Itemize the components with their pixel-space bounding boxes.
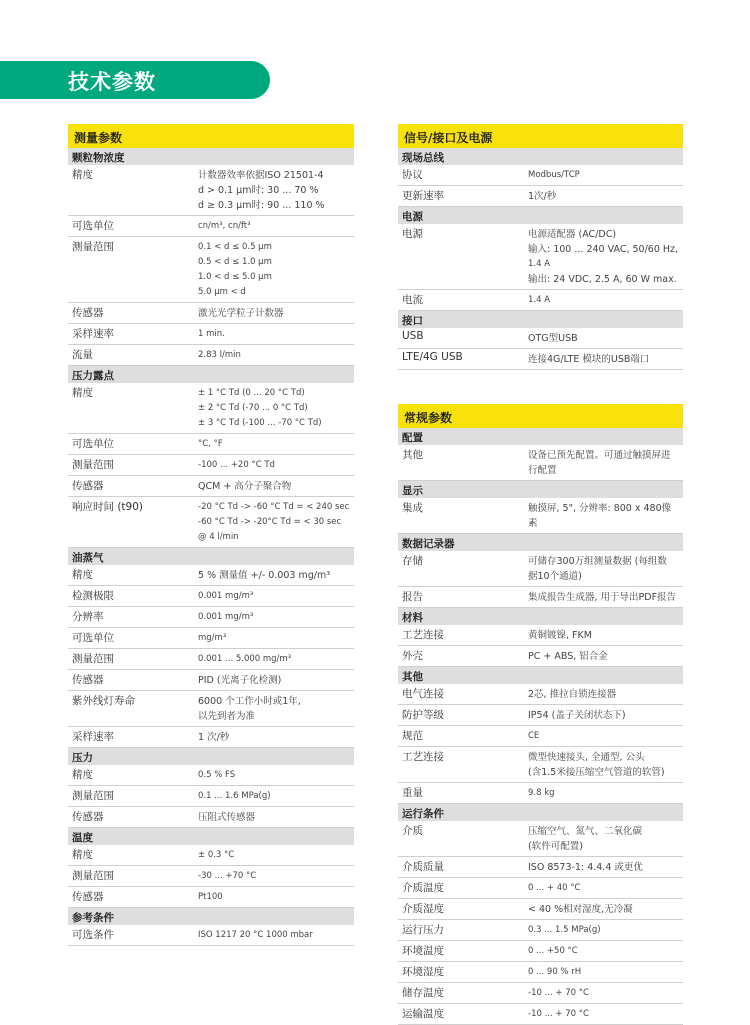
group-title: 材料 [398, 608, 683, 625]
spec-value [198, 765, 354, 785]
spec-row [68, 925, 354, 946]
spec-value [198, 607, 354, 627]
spec-value-line: 输出: 24 VDC, 2.5 A, 60 W max. [528, 274, 677, 285]
spec-value-line: 可储存300万组测量数据 (每组数 [528, 556, 667, 567]
group-title: 压力露点 [68, 366, 354, 383]
spec-value-line: 据10个通道) [528, 571, 582, 582]
spec-value [198, 303, 354, 323]
spec-label: 运输温度 [402, 1008, 444, 1020]
group-title: 其他 [398, 667, 683, 684]
spec-value [198, 866, 354, 886]
section-body-measurement [68, 148, 354, 946]
spec-value [528, 983, 683, 1003]
spec-row [398, 290, 683, 311]
spec-label: 测量范围 [72, 241, 114, 253]
spec-label: 精度 [72, 169, 93, 181]
spec-label: 流量 [72, 349, 93, 361]
spec-value [198, 925, 354, 945]
section-heading-measurement: 测量参数 [68, 124, 354, 148]
spec-label: 运行压力 [402, 924, 444, 936]
spec-label: 规范 [402, 730, 423, 742]
spec-row [68, 565, 354, 586]
spec-value-line: -20 °C Td -> -60 °C Td = < 240 sec [198, 502, 350, 512]
spec-row [68, 303, 354, 324]
group-title: 压力 [68, 748, 354, 765]
spec-value-line: 1 次/秒 [198, 732, 230, 743]
spec-value-line: PID (光离子化检测) [198, 675, 282, 686]
spec-value [528, 625, 683, 645]
spec-row [68, 628, 354, 649]
group-title: 温度 [68, 828, 354, 845]
spec-value [528, 587, 683, 607]
spec-row [398, 899, 683, 920]
spec-value [198, 216, 354, 236]
spec-row [398, 747, 683, 783]
spec-value [528, 783, 683, 803]
spec-label: LTE/4G USB [402, 351, 463, 363]
spec-label: 环境温度 [402, 945, 444, 957]
spec-value-line: ± 3 °C Td (-100 ... -70 °C Td) [198, 418, 322, 428]
spec-row [68, 455, 354, 476]
spec-label: 储存温度 [402, 987, 444, 999]
spec-label: 传感器 [72, 891, 104, 903]
spec-row [398, 920, 683, 941]
spec-value [528, 962, 683, 982]
section-heading-signal: 信号/接口及电源 [398, 124, 683, 148]
spec-row [398, 783, 683, 804]
spec-value-line: QCM + 高分子聚合物 [198, 481, 292, 492]
spec-row [68, 887, 354, 908]
spec-value-line: 集成报告生成器, 用于导出PDF报告 [528, 592, 677, 603]
spec-row [398, 224, 683, 290]
spec-label: 可选单位 [72, 632, 114, 644]
spec-value-line: 行配置 [528, 465, 557, 476]
spec-label: 精度 [72, 769, 93, 781]
spec-value [528, 328, 683, 348]
spec-row [398, 1004, 683, 1025]
spec-row [398, 646, 683, 667]
spec-label: 响应时间 (t90) [72, 501, 144, 513]
group-title: 运行条件 [398, 804, 683, 821]
spec-value [198, 628, 354, 648]
spec-value [528, 747, 683, 782]
spec-label: 协议 [402, 169, 423, 181]
spec-row [398, 328, 683, 349]
section-heading-general: 常规参数 [398, 404, 683, 428]
spec-value-line: PC + ABS, 铝合金 [528, 651, 608, 662]
spec-row [68, 845, 354, 866]
spec-value-line: ± 2 °C Td (-70 ... 0 °C Td) [198, 403, 308, 413]
spec-row [68, 691, 354, 727]
spec-value-line: 0.001 ... 5.000 mg/m³ [198, 654, 292, 664]
spec-value-line: 设备已预先配置。可通过触摸屏进 [528, 450, 671, 461]
spec-row [68, 727, 354, 748]
spec-row [68, 324, 354, 345]
spec-row [68, 165, 354, 216]
spec-label: 防护等级 [402, 709, 444, 721]
spec-value [198, 649, 354, 669]
spec-value [198, 586, 354, 606]
spec-row [398, 349, 683, 370]
spec-label: 介质 [402, 825, 423, 837]
spec-value [528, 726, 683, 746]
spec-row [398, 587, 683, 608]
spec-value [198, 237, 354, 302]
spec-value [198, 345, 354, 365]
left-column [68, 124, 354, 946]
spec-value-line: 5 % 测量值 +/- 0.003 mg/m³ [198, 570, 331, 581]
spec-value-line: -10 ... + 70 °C [528, 1009, 589, 1019]
spec-value [528, 224, 683, 289]
spec-label: 采样速率 [72, 731, 114, 743]
spec-label: 工艺连接 [402, 629, 444, 641]
spec-row [398, 625, 683, 646]
spec-value [528, 821, 683, 856]
spec-label: 检测极限 [72, 590, 114, 602]
spec-value-line: -100 ... +20 °C Td [198, 460, 275, 470]
spec-label: 外壳 [402, 650, 423, 662]
spec-label: 精度 [72, 849, 93, 861]
spec-value [528, 165, 683, 185]
spec-row [398, 165, 683, 186]
right-column [398, 124, 683, 1025]
spec-label: 测量范围 [72, 790, 114, 802]
spec-row [68, 497, 354, 548]
spec-value [198, 324, 354, 344]
spec-value-line: -10 ... + 70 °C [528, 988, 589, 998]
group-title: 配置 [398, 428, 683, 445]
spec-label: 传感器 [72, 811, 104, 823]
spec-row [68, 237, 354, 303]
spec-value [528, 349, 683, 369]
spec-row [68, 434, 354, 455]
spec-row [68, 383, 354, 434]
spec-value-line: 9.8 kg [528, 788, 555, 798]
spec-value [198, 476, 354, 496]
spec-label: 紫外线灯寿命 [72, 695, 135, 707]
spec-value-line: @ 4 l/min [198, 532, 239, 542]
spec-value [198, 565, 354, 585]
spec-row [398, 705, 683, 726]
spec-value [528, 857, 683, 877]
spec-label: USB [402, 330, 424, 342]
spec-label: 传感器 [72, 674, 104, 686]
spec-value-line: 1次/秒 [528, 191, 557, 202]
spec-value-line: ± 0.3 °C [198, 850, 235, 860]
spec-value-line: -30 ... +70 °C [198, 871, 257, 881]
spec-label: 精度 [72, 387, 93, 399]
spec-label: 介质温度 [402, 882, 444, 894]
spec-label: 环境湿度 [402, 966, 444, 978]
spec-row [68, 476, 354, 497]
spec-label: 可选单位 [72, 438, 114, 450]
spec-value-line: 0.001 mg/m³ [198, 591, 254, 601]
spec-row [68, 586, 354, 607]
spec-label: 电流 [402, 294, 423, 306]
spec-value [198, 165, 354, 215]
spec-value [198, 845, 354, 865]
spec-value-line: d > 0.1 µm时: 30 ... 70 % [198, 185, 319, 196]
spec-label: 电气连接 [402, 688, 444, 700]
spec-value [198, 807, 354, 827]
spec-row [398, 983, 683, 1004]
spec-value [198, 727, 354, 747]
section-body-signal [398, 148, 683, 370]
spec-value-line: CE [528, 731, 540, 741]
spec-label: 分辨率 [72, 611, 104, 623]
spec-value-line: 0 ... +50 °C [528, 946, 578, 956]
spec-value-line: 0.3 ... 1.5 MPa(g) [528, 925, 601, 935]
spec-label: 测量范围 [72, 653, 114, 665]
spec-value [528, 445, 683, 480]
spec-value-line: 压阻式传感器 [198, 812, 256, 823]
spec-value [198, 786, 354, 806]
spec-value-line: 1.4 A [528, 295, 551, 305]
spec-row [68, 670, 354, 691]
spec-value-line: 压缩空气、氮气、二氧化碳 [528, 826, 643, 837]
spec-row [68, 786, 354, 807]
spec-value-line: 1.0 < d ≤ 5.0 µm [198, 272, 272, 282]
spec-label: 精度 [72, 569, 93, 581]
spec-label: 测量范围 [72, 459, 114, 471]
spec-label: 传感器 [72, 307, 104, 319]
spec-row [398, 857, 683, 878]
spec-label: 重量 [402, 787, 423, 799]
spec-row [68, 807, 354, 828]
spec-label: 传感器 [72, 480, 104, 492]
spec-row [398, 878, 683, 899]
group-title: 接口 [398, 311, 683, 328]
spec-value-line: OTG型USB [528, 333, 578, 344]
spec-value-line: IP54 (盖子关闭状态下) [528, 710, 626, 721]
spec-value-line: ISO 8573-1: 4.4.4 或更优 [528, 862, 643, 873]
spec-value-line: mg/m³ [198, 633, 227, 643]
spec-value-line: 激光光学粒子计数器 [198, 308, 284, 319]
spec-value-line: 以先到者为准 [198, 711, 256, 722]
spec-value-line: 计数器效率依据ISO 21501-4 [198, 170, 324, 181]
group-title: 显示 [398, 481, 683, 498]
spec-value-line: Modbus/TCP [528, 170, 580, 180]
spec-value [528, 1004, 683, 1024]
spec-row [68, 765, 354, 786]
spec-label: 工艺连接 [402, 751, 444, 763]
spec-value [198, 383, 354, 433]
spec-row [398, 941, 683, 962]
spec-value-line: cn/m³, cn/ft³ [198, 221, 251, 231]
spec-value-line: ISO 1217 20 °C 1000 mbar [198, 930, 313, 940]
spec-label: 介质湿度 [402, 903, 444, 915]
group-title: 电源 [398, 207, 683, 224]
group-title: 数据记录器 [398, 534, 683, 551]
spec-label: 存储 [402, 555, 423, 567]
spec-value [528, 878, 683, 898]
spec-value-line: 0.001 mg/m³ [198, 612, 254, 622]
spec-row [398, 498, 683, 534]
spec-label: 采样速率 [72, 328, 114, 340]
spec-value-line: 0.5 < d ≤ 1.0 µm [198, 257, 272, 267]
spec-value [198, 497, 354, 547]
spec-value [528, 941, 683, 961]
spec-value-line: 微型快速接头, 全通型, 公头 [528, 752, 645, 763]
spec-value-line: °C, °F [198, 439, 223, 449]
spec-row [398, 962, 683, 983]
spec-value-line: 0.1 < d ≤ 0.5 µm [198, 242, 272, 252]
spec-value [198, 887, 354, 907]
spec-value-line: d ≥ 0.3 µm时: 90 ... 110 % [198, 200, 325, 211]
spec-row [398, 726, 683, 747]
spec-value-line: 输入: 100 ... 240 VAC, 50/60 Hz, [528, 244, 679, 255]
spec-value-line: 1.4 A [528, 259, 551, 269]
spec-label: 可选单位 [72, 220, 114, 232]
spec-value-line: 0.1 ... 1.6 MPa(g) [198, 791, 271, 801]
spec-row [398, 821, 683, 857]
page-title-bar [0, 61, 270, 99]
spec-value [198, 691, 354, 726]
spec-value-line: 1 min. [198, 329, 225, 339]
spec-row [398, 551, 683, 587]
spec-value-line: 触摸屏, 5", 分辨率: 800 x 480像素 [528, 503, 672, 529]
spec-value-line: 2芯, 推拉自锁连接器 [528, 689, 617, 700]
spec-value [528, 899, 683, 919]
spec-value [528, 290, 683, 310]
spec-value-line: (软件可配置) [528, 841, 583, 852]
spec-label: 测量范围 [72, 870, 114, 882]
spec-value-line: 5.0 µm < d [198, 287, 246, 297]
spec-row [68, 607, 354, 628]
spec-value-line: Pt100 [198, 892, 223, 902]
spec-label: 电源 [402, 228, 423, 240]
spec-value-line: 0 ... + 40 °C [528, 883, 581, 893]
spec-value [528, 646, 683, 666]
spec-value [198, 670, 354, 690]
spec-value-line: -60 °C Td -> -20°C Td = < 30 sec [198, 517, 342, 527]
spec-row [68, 345, 354, 366]
group-title: 参考条件 [68, 908, 354, 925]
spec-label: 更新速率 [402, 190, 444, 202]
spec-value [528, 551, 683, 586]
section-body-general [398, 428, 683, 1025]
spec-value-line: 2.83 l/min [198, 350, 241, 360]
group-title: 颗粒物浓度 [68, 148, 354, 165]
spec-row [398, 186, 683, 207]
spec-value-line: < 40 %相对湿度,无冷凝 [528, 904, 633, 915]
spec-row [398, 445, 683, 481]
spec-row [68, 649, 354, 670]
spec-value [528, 684, 683, 704]
spec-value-line: 0.5 % FS [198, 770, 236, 780]
spec-label: 报告 [402, 591, 423, 603]
spec-value [528, 498, 683, 533]
spec-value-line: ± 1 °C Td (0 ... 20 °C Td) [198, 388, 305, 398]
spec-value-line: (含1.5米接压缩空气管道的软管) [528, 767, 665, 778]
spec-row [68, 866, 354, 887]
spec-value-line: 黄铜镀镍, FKM [528, 630, 592, 641]
page-title: 技术参数 [68, 70, 156, 94]
spec-label: 集成 [402, 502, 423, 514]
spec-row [68, 216, 354, 237]
spec-label: 可选条件 [72, 929, 114, 941]
spec-value-line: 连接4G/LTE 模块的USB端口 [528, 354, 650, 365]
spec-value [528, 186, 683, 206]
spec-label: 其他 [402, 449, 423, 461]
group-title: 油蒸气 [68, 548, 354, 565]
spec-row [398, 684, 683, 705]
spec-value [198, 455, 354, 475]
spec-value [528, 920, 683, 940]
spec-value [198, 434, 354, 454]
spec-value-line: 6000 个工作小时或1年, [198, 696, 301, 707]
spec-value-line: 0 ... 90 % rH [528, 967, 582, 977]
group-title: 现场总线 [398, 148, 683, 165]
spec-value-line: 电源适配器 (AC/DC) [528, 229, 617, 240]
spec-label: 介质质量 [402, 861, 444, 873]
spec-value [528, 705, 683, 725]
